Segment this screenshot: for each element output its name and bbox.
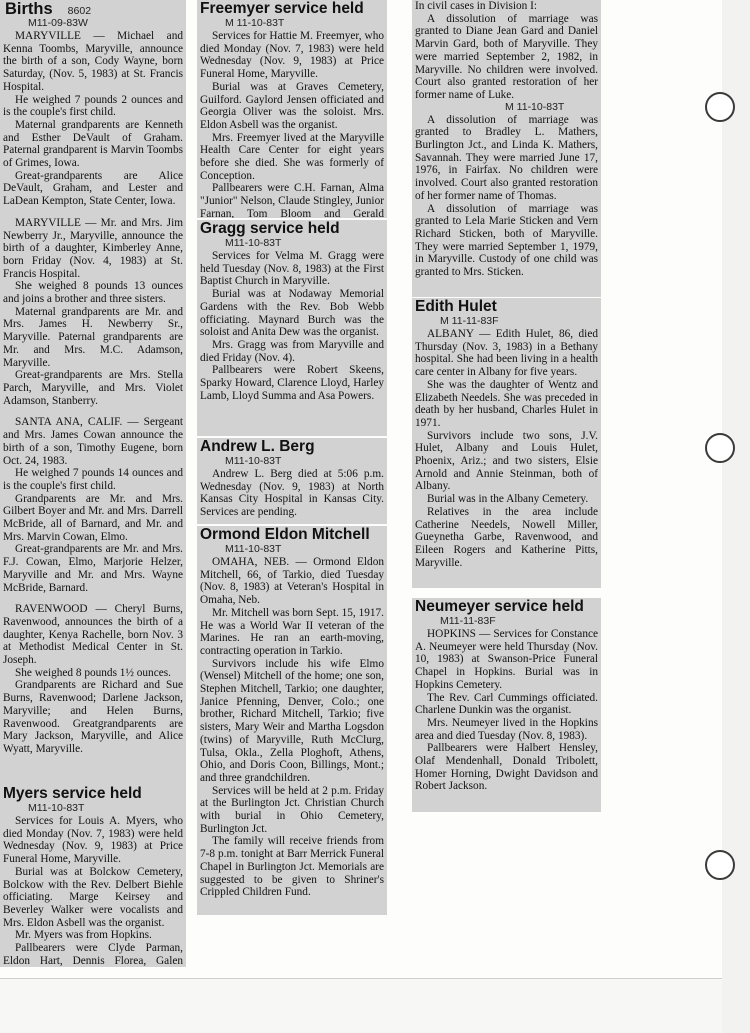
berg-date-note: M11-10-83T xyxy=(225,455,282,467)
myers-heading: Myers service held xyxy=(3,785,142,802)
article-paragraph: Survivors include two sons, J.V. Hulet, Albany and Louis Hulet, Phoenix, Ariz.; and two sisters, Elsie Arnold and Annie Steinman, both of Albany. xyxy=(415,429,598,493)
article-paragraph: Pallbearers were Robert Skeens, Sparky Howard, Clarence Lloyd, Harley Lamb, Lloyd Summa and Asa Powers. xyxy=(200,364,384,402)
neumeyer-heading: Neumeyer service held xyxy=(415,598,584,615)
article-paragraph: Great-grandparents are Alice DeVault, Graham, and Lester and LaDean Kempton, State Center, Iowa. xyxy=(3,169,183,208)
birth-entry xyxy=(0,30,186,208)
freemyer-clipping xyxy=(197,0,387,218)
article-paragraph: She weighed 8 pounds 13 ounces and joins a brother and three sisters. xyxy=(3,280,183,306)
article-paragraph: Great-grandparents are Mrs. Stella Parch, Maryville, and Mrs. Violet Adamson, Stanberry. xyxy=(3,369,183,407)
hulet-heading: Edith Hulet xyxy=(415,298,497,315)
article-paragraph: Burial was at Graves Cemetery, Guilford. Gaylord Jensen officiated and Georgia Oliver was the soloist. Mrs. Eldon Asbell was the organist. xyxy=(200,80,384,131)
article-paragraph: Maternal grandparents are Kenneth and Esther DeVault of Graham. Paternal grandparent is Marvin Toombs of Grimes, Iowa. xyxy=(3,118,183,170)
article-paragraph: Mrs. Freemyer lived at the Maryville Health Care Center for eight years before she died. She was formerly of Conception. xyxy=(200,131,384,182)
gragg-clipping xyxy=(197,220,387,436)
article-paragraph: MARYVILLE — Mr. and Mrs. Jim Newberry Jr., Maryville, announce the birth of a daughter, Kimberley Anne, born Friday (Nov. 4, 1983) at St. Francis Hospital. xyxy=(3,216,183,280)
article-paragraph: Andrew L. Berg died at 5:06 p.m. Wednesday (Nov. 9, 1983) at North Kansas City Hospital in Kansas City. Services are pending. xyxy=(200,468,384,519)
article-paragraph: Burial was at Nodaway Memorial Gardens with the Rev. Bob Webb officiating. Maynard Burch was the soloist and Anita Dew was the organist. xyxy=(200,288,384,339)
birth-entry xyxy=(0,416,186,594)
article-paragraph: Pallbearers were Halbert Hensley, Olaf Mendenhall, Donald Tribolett, Homer Horning, Dwight Davidson and Robert Jackson. xyxy=(415,742,598,793)
divorces-clipping xyxy=(412,0,601,297)
article-paragraph: He weighed 7 pounds 2 ounces and is the couple's first child. xyxy=(3,93,183,119)
article-paragraph: Mr. Mitchell was born Sept. 15, 1917. He was a World War II veteran of the Marines. He ran an earth-moving, contracting operation in Tarkio. xyxy=(200,606,384,657)
article-paragraph: Grandparents are Mr. and Mrs. Gilbert Boyer and Mr. and Mrs. Darrell McBride, all of Barnard, and Mr. and Mrs. Marvin Cowan, Elmo. xyxy=(3,492,183,543)
gragg-heading: Gragg service held xyxy=(200,220,340,237)
article-paragraph: She was the daughter of Wentz and Elizabeth Needels. She was preceded in death by her husband, Charles Hulet in 1971. xyxy=(415,378,598,429)
article-paragraph: Maternal grandparents are Mr. and Mrs. James H. Newberry Sr., Maryville. Paternal grandparents are Mr. and Mrs. M.C. Adamson, Maryville. xyxy=(3,305,183,369)
article-paragraph: Services for Velma M. Gragg were held Tuesday (Nov. 8, 1983) at the First Baptist Church in Maryville. xyxy=(200,250,384,288)
myers-clipping xyxy=(0,785,186,967)
article-paragraph: A dissolution of marriage was granted to Bradley L. Mathers, Burlington Jct., and Linda K. Mathers, Savannah. They were married June 17, 1976, in Fairfax. No children were involved. Court also granted restoration of her former name of Thomas. xyxy=(415,113,598,202)
article-paragraph: ALBANY — Edith Hulet, 86, died Thursday (Nov. 3, 1983) in a Bethany hospital. She had been living in a health care center in Albany for five years. xyxy=(415,328,598,379)
article-paragraph: Survivors include his wife Elmo (Wensel) Mitchell of the home; one son, Stephen Mitchell, Tarkio; one daughter, Janice Pfenning, Denver, Colo.; one brother, Richard Mitchell, Tarkio; five sisters, Mary Weir and Martha Logsdon (twins) of Maryville, Ruth McClurg, Tulsa, Okla., Zella Ploghoft, Athens, Ohio, and Doris Coon, Billings, Mont.; and three grandchildren. xyxy=(200,657,384,784)
article-paragraph: Burial was at Bolckow Cemetery, Bolckow with the Rev. Delbert Biehle officiating. Marge Keirsey and Beverley Walker were vocalists and Mrs. Eldon Asbell was the organist. xyxy=(3,865,183,929)
neumeyer-date-note: M11-11-83F xyxy=(440,615,496,627)
births-heading: Births xyxy=(5,0,53,18)
article-paragraph: Burial was in the Albany Cemetery. xyxy=(427,493,589,506)
article-paragraph: A dissolution of marriage was granted to Lela Marie Sticken and Vern Richard Sticken, both of Maryville. They were married September 1, 1979, in Maryville. Custody of one child was granted to Mrs. Sticken. xyxy=(415,202,598,279)
berg-clipping xyxy=(197,438,387,524)
berg-heading: Andrew L. Berg xyxy=(200,438,315,455)
births-clipping xyxy=(0,0,186,785)
divorces-intro: In civil cases in Division I: xyxy=(415,0,538,12)
punch-hole-middle xyxy=(705,433,735,463)
article-paragraph: SANTA ANA, CALIF. — Sergeant and Mrs. James Cowan announce the birth of a son, Timothy Eugene, born Oct. 24, 1983. xyxy=(3,416,183,467)
myers-date-note: M11-10-83T xyxy=(28,802,85,814)
article-paragraph: Grandparents are Richard and Sue Burns, Ravenwood; Darlene Jackson, Maryville; and Helen Burns, Ravenwood. Greatgrandparents are Mary Jackson, Maryville, and Alice Wyatt, Maryville. xyxy=(3,679,183,755)
article-paragraph: A dissolution of marriage was granted to Diane Jean Gard and Daniel Marvin Gard, both of Maryville. They were married September 2, 1982, in Maryville. No children were involved. Court also granted restoration of her former name of Luke. xyxy=(415,12,598,101)
gragg-date-note: M11-10-83T xyxy=(225,237,282,249)
births-date-note: M11-09-83W xyxy=(28,17,88,29)
article-paragraph: HOPKINS — Services for Constance A. Neumeyer were held Thursday (Nov. 10, 1983) at Swanson-Price Funeral Chapel in Hopkins. Burial was in Hopkins Cemetery. xyxy=(415,628,598,691)
article-paragraph: The family will receive friends from 7-8 p.m. tonight at Barr Merrick Funeral Chapel in Burlington Jct. Memorials are suggested to be given to Shriner's Crippled Children Fund. xyxy=(200,835,384,899)
article-paragraph: Pallbearers were C.H. Farnan, Alma "Junior" Nelson, Claude Stingley, Junior Farnan, Tom Bloom and Gerald xyxy=(200,182,384,218)
freemyer-heading: Freemyer service held xyxy=(200,0,364,17)
article-paragraph: OMAHA, NEB. — Ormond Eldon Mitchell, 66, of Tarkio, died Tuesday (Nov. 8, 1983) at Veteran's Hospital in Omaha, Neb. xyxy=(200,556,384,607)
mitchell-clipping xyxy=(197,526,387,915)
article-paragraph: Relatives in the area include Catherine Needels, Nowell Miller, Gueynetha Garbe, Ravenwood, and Eileen Rogers and Katherine Pitts, Maryville. xyxy=(415,505,598,569)
freemyer-date-note: M 11-10-83T xyxy=(225,17,285,29)
article-paragraph: Services for Hattie M. Freemyer, who died Monday (Nov. 7, 1983) were held Wednesday (Nov. 9, 1983) at Price Funeral Home, Maryville. xyxy=(200,30,384,81)
hulet-clipping xyxy=(412,298,601,588)
article-paragraph: RAVENWOOD — Cheryl Burns, Ravenwood, announces the birth of a daughter, Kenya Rachelle, born Nov. 3 at Methodist Medical Center in St. Joseph. xyxy=(3,603,183,667)
punch-hole-bottom xyxy=(705,850,735,880)
article-paragraph: Mrs. Neumeyer lived in the Hopkins area and died Tuesday (Nov. 8, 1983). xyxy=(415,716,598,742)
article-paragraph: Great-grandparents are Mr. and Mrs. F.J. Cowan, Elmo, Marjorie Helzer, Maryville and Mr. and Mrs. Wayne McBride, Barnard. xyxy=(3,543,183,594)
birth-entry xyxy=(0,603,186,755)
hulet-date-note: M 11-11-83F xyxy=(440,315,499,327)
mitchell-date-note: M11-10-83T xyxy=(225,543,282,555)
article-paragraph: Services for Louis A. Myers, who died Monday (Nov. 7, 1983) were held Wednesday (Nov. 9, 1983) at Price Funeral Home, Maryville. xyxy=(3,815,183,866)
article-paragraph: Pallbearers were Clyde Parman, Eldon Hart, Dennis Florea, Galen xyxy=(3,942,183,967)
article-paragraph: The Rev. Carl Cummings officiated. Charlene Dunkin was the organist. xyxy=(415,691,598,717)
article-paragraph: Services will be held at 2 p.m. Friday at the Burlington Jct. Christian Church with burial in Ohio Cemetery, Burlington Jct. xyxy=(200,784,384,835)
punch-hole-top xyxy=(705,92,735,122)
article-paragraph: He weighed 7 pounds 14 ounces and is the couple's first child. xyxy=(3,467,183,492)
mitchell-heading: Ormond Eldon Mitchell xyxy=(200,526,370,543)
article-paragraph: She weighed 8 pounds 1½ ounces. xyxy=(15,666,171,679)
article-paragraph: Mr. Myers was from Hopkins. xyxy=(15,929,152,942)
article-paragraph: MARYVILLE — Michael and Kenna Toombs, Maryville, announce the birth of a son, Cody Wayne, born Saturday, (Nov. 5, 1983) at St. Francis Hospital. xyxy=(3,30,183,93)
births-handwritten-number: 8602 xyxy=(67,5,92,17)
neumeyer-clipping xyxy=(412,598,601,812)
article-paragraph: Mrs. Gragg was from Maryville and died Friday (Nov. 4). xyxy=(200,338,384,364)
birth-entry xyxy=(0,217,186,408)
divorces-date-note: M 11-10-83T xyxy=(505,100,565,113)
